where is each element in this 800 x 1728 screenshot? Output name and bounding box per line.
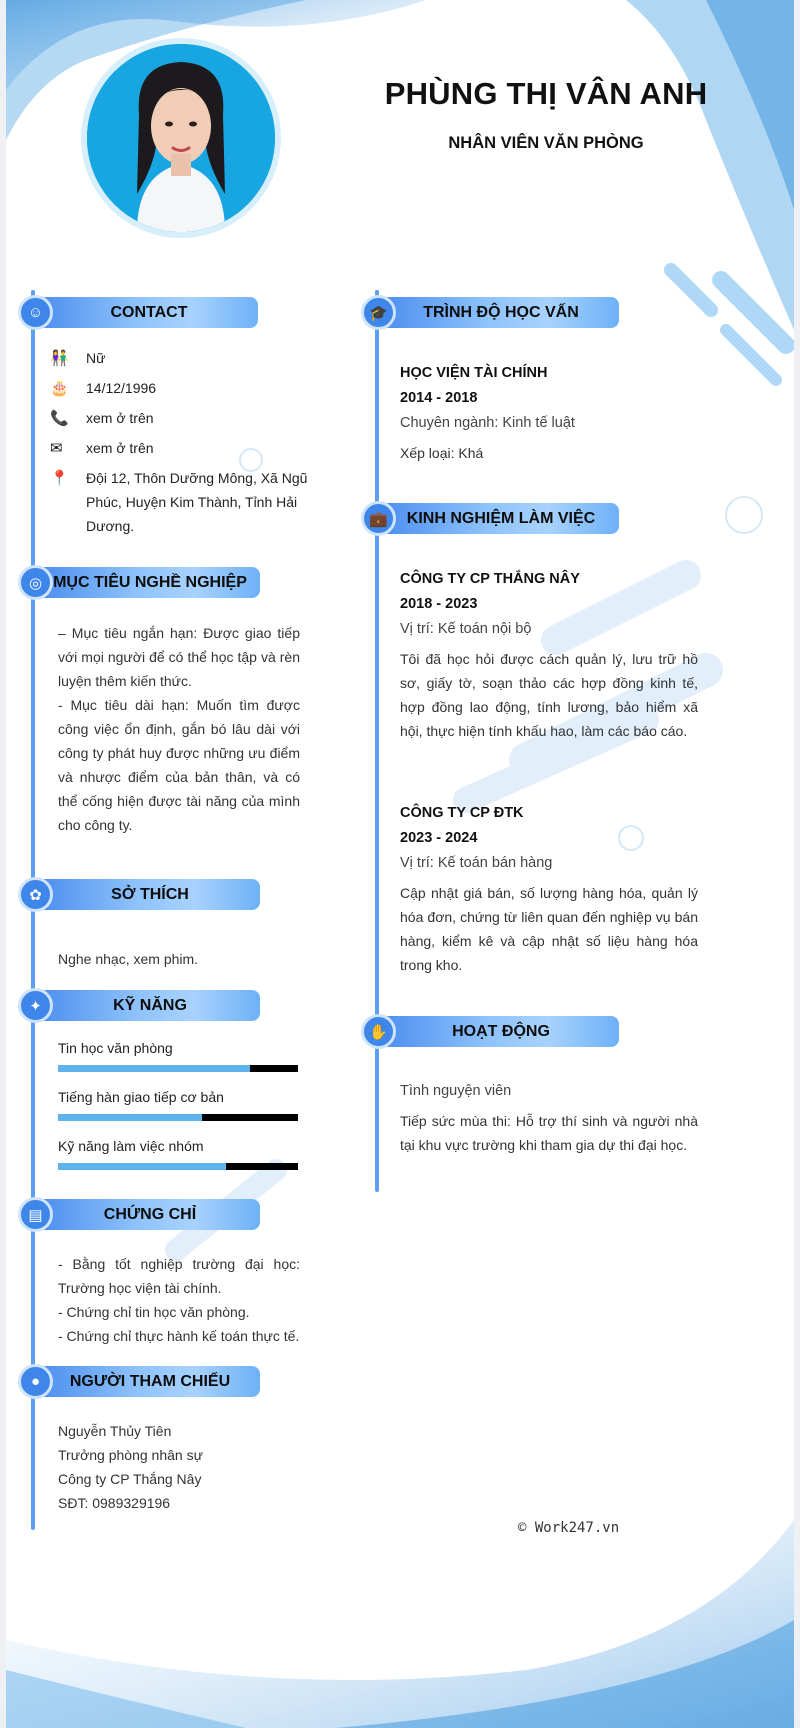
objective-short-term: – Mục tiêu ngắn hạn: Được giao tiếp với mọi người để có thể học tập và rèn luyện thêm kiến thức. bbox=[58, 625, 300, 689]
people-icon: 👫 bbox=[50, 350, 69, 367]
reference-name: Nguyễn Thủy Tiên bbox=[58, 1423, 172, 1439]
skill-bar bbox=[58, 1065, 298, 1072]
reference-phone: SĐT: 0989329196 bbox=[58, 1495, 171, 1511]
graduation-cap-icon: 🎓 bbox=[361, 295, 396, 330]
job-period: 2018 - 2023 bbox=[400, 596, 478, 612]
profile-photo bbox=[81, 38, 281, 238]
objective-long-term: - Mục tiêu dài hạn: Muốn tìm được công việc ổn định, gắn bó lâu dài với công ty phát huy được những ưu điểm và nhược điểm của bản thân, và có thể cống hiện được tài năng của mình cho công ty. bbox=[58, 697, 300, 833]
section-title: SỞ THÍCH bbox=[40, 879, 260, 910]
section-title: HOẠT ĐỘNG bbox=[383, 1016, 619, 1047]
address-line: Đội 12, Thôn Dưỡng Mông, Xã Ngũ bbox=[86, 470, 308, 486]
skill-name: Kỹ năng làm việc nhóm bbox=[58, 1138, 204, 1154]
cake-icon: 🎂 bbox=[50, 380, 69, 397]
section-title: KỸ NĂNG bbox=[40, 990, 260, 1021]
job-period: 2023 - 2024 bbox=[400, 830, 478, 846]
section-title: TRÌNH ĐỘ HỌC VẤN bbox=[383, 297, 619, 328]
dob-value: 14/12/1996 bbox=[86, 380, 157, 396]
reference-company: Công ty CP Thắng Nây bbox=[58, 1471, 202, 1487]
section-activities bbox=[361, 1014, 619, 1048]
candidate-name: PHÙNG THỊ VÂN ANH bbox=[384, 76, 708, 111]
section-references bbox=[18, 1364, 260, 1398]
phone-icon: 📞 bbox=[50, 410, 69, 427]
section-experience bbox=[361, 501, 619, 535]
contact-email bbox=[50, 436, 320, 461]
job-position: Vị trí: Kế toán bán hàng bbox=[400, 855, 553, 871]
section-skills bbox=[18, 988, 260, 1022]
skill-bar bbox=[58, 1163, 298, 1170]
skill-bar bbox=[58, 1114, 298, 1121]
gender-value: Nữ bbox=[86, 350, 106, 366]
school-name: HỌC VIỆN TÀI CHÍNH bbox=[400, 365, 548, 381]
section-title: CHỨNG CHỈ bbox=[40, 1199, 260, 1230]
reference-position: Trưởng phòng nhân sự bbox=[58, 1447, 203, 1463]
company-name: CÔNG TY CP THẮNG NÂY bbox=[400, 571, 580, 587]
certificate-item: - Chứng chỉ thực hành kế toán thực tế. bbox=[58, 1328, 300, 1344]
activity-description: Tiếp sức mùa thi: Hỗ trợ thí sinh và người nhà tại khu vực trường khi tham gia dự thi đại học. bbox=[400, 1113, 698, 1153]
job-position: Vị trí: Kế toán nội bộ bbox=[400, 621, 532, 637]
certificate-item: - Bằng tốt nghiệp trường đại học: Trường học viện tài chính. bbox=[58, 1256, 300, 1296]
contact-gender bbox=[50, 346, 320, 371]
email-icon: ✉ bbox=[50, 440, 63, 457]
briefcase-icon: 💼 bbox=[361, 501, 396, 536]
phone-value: xem ở trên bbox=[86, 410, 154, 426]
address-value bbox=[86, 466, 307, 538]
section-hobbies bbox=[18, 877, 260, 911]
email-value: xem ở trên bbox=[86, 440, 154, 456]
education-grade: Xếp loại: Khá bbox=[400, 445, 484, 461]
education-period: 2014 - 2018 bbox=[400, 390, 478, 406]
section-title: CONTACT bbox=[40, 297, 258, 328]
right-timeline bbox=[375, 290, 379, 1192]
handshake-icon: ✋ bbox=[361, 1014, 396, 1049]
contact-address bbox=[50, 466, 320, 538]
section-title: NGƯỜI THAM CHIẾU bbox=[40, 1366, 260, 1397]
skill-bar-fill bbox=[58, 1065, 250, 1072]
skill-bar-fill bbox=[58, 1163, 226, 1170]
avatar-illustration bbox=[87, 44, 275, 232]
skill-name: Tiếng hàn giao tiếp cơ bản bbox=[58, 1089, 224, 1105]
contact-phone bbox=[50, 406, 320, 431]
lightbulb-icon: ✦ bbox=[18, 988, 53, 1023]
contact-icon: ☺ bbox=[18, 295, 53, 330]
address-line: Phúc, Huyện Kim Thành, Tỉnh Hải bbox=[86, 494, 298, 510]
certificate-item: - Chứng chỉ tin học văn phòng. bbox=[58, 1304, 250, 1320]
skill-bar-fill bbox=[58, 1114, 202, 1121]
job-description: Tôi đã học hỏi được cách quản lý, lưu trữ hồ sơ, giấy tờ, soạn thảo các hợp đồng kinh tế, hợp đồng lao động, tính lương, bảo hiểm xã hội, thực hiện tính khấu hao, làm các báo cáo. bbox=[400, 651, 698, 739]
section-objective bbox=[18, 565, 260, 599]
section-education bbox=[361, 295, 619, 329]
cv-page bbox=[6, 0, 794, 1728]
target-icon: ◎ bbox=[18, 565, 53, 600]
job-position: NHÂN VIÊN VĂN PHÒNG bbox=[448, 134, 644, 152]
location-pin-icon: 📍 bbox=[50, 470, 69, 487]
company-name: CÔNG TY CP ĐTK bbox=[400, 805, 524, 821]
certificate-icon: ▤ bbox=[18, 1197, 53, 1232]
section-contact bbox=[18, 295, 258, 329]
contact-dob bbox=[50, 376, 320, 401]
avatar bbox=[87, 44, 275, 232]
person-icon: ● bbox=[18, 1364, 53, 1399]
section-certificates bbox=[18, 1197, 260, 1231]
address-line: Dương. bbox=[86, 518, 135, 534]
education-major: Chuyên ngành: Kinh tế luật bbox=[400, 415, 575, 431]
skill-name: Tin học văn phòng bbox=[58, 1040, 173, 1056]
section-title: KINH NGHIỆM LÀM VIỆC bbox=[383, 503, 619, 534]
watermark: © Work247.vn bbox=[518, 1520, 620, 1536]
job-description: Cập nhật giá bán, số lượng hàng hóa, quản lý hóa đơn, chứng từ liên quan đến nghiệp vụ bán hàng, kiểm kê và cập nhật số liệu hàng hóa trong kho. bbox=[400, 885, 698, 973]
activity-name: Tình nguyện viên bbox=[400, 1083, 512, 1099]
hobbies-text: Nghe nhạc, xem phim. bbox=[58, 951, 199, 967]
puzzle-icon: ✿ bbox=[18, 877, 53, 912]
section-title: MỤC TIÊU NGHỀ NGHIỆP bbox=[40, 567, 260, 598]
